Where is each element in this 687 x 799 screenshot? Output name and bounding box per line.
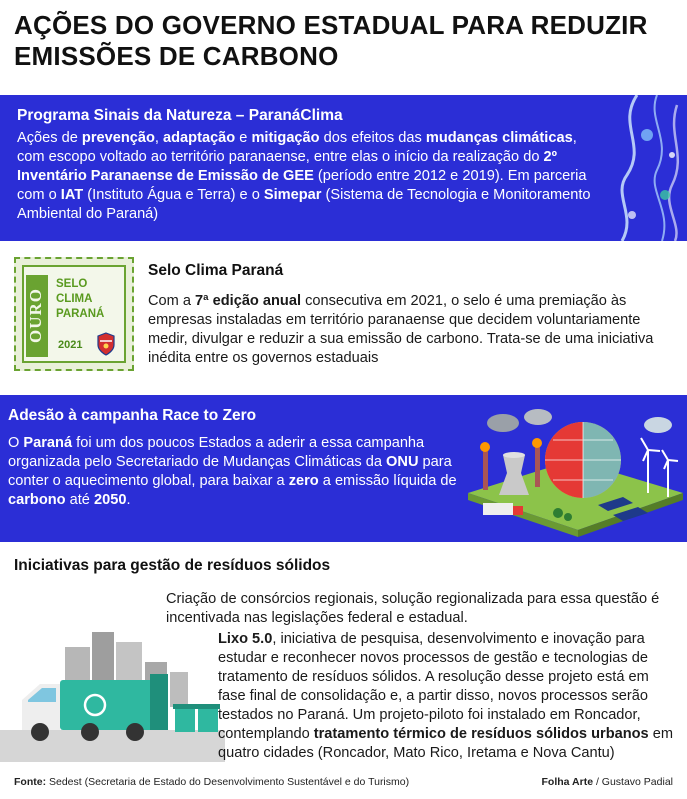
selo-line: CLIMA (56, 293, 93, 305)
source-credit (14, 776, 409, 788)
selo-frame (22, 265, 126, 363)
text: O (8, 435, 24, 451)
text: , iniciativa de pesquisa, desenvolvimento e inovação para estudar e reconhecer novos processos de gestão e tecnologias de tratamento de resíduos sólidos. A resolução desse projeto está em fase final de consolidação e, a partir disso, novos processos serão testados no Paraná. Um projeto-piloto foi instalado em Roncador, contemplando (218, 631, 649, 742)
garbage-truck-illustration (0, 612, 225, 762)
title-line-1: AÇÕES DO GOVERNO ESTADUAL PARA REDUZIR (14, 10, 648, 40)
text-bold: 2050 (93, 492, 127, 508)
text: para conter o aquecimento global, para baixar a (8, 454, 452, 489)
text: , (154, 130, 164, 146)
section-sinais-natureza (0, 95, 687, 241)
section4-intro: Criação de consórcios regionais, solução regionalizada para essa questão é incentivada nas legislações federal e estadual. (166, 591, 660, 626)
text: e (235, 130, 252, 146)
text-bold: 2º Inventário Paranaense de Emissão de GEE (17, 149, 557, 184)
source-label: Fonte: (14, 776, 47, 788)
selo-year: 2021 (58, 339, 83, 351)
title-line-2: EMISSÕES DE CARBONO (14, 41, 339, 71)
climate-globe-illustration (463, 405, 685, 537)
section3-body (8, 434, 458, 510)
text: (Instituto Água e Terra) e o (83, 187, 264, 203)
text-bold: IAT (60, 187, 84, 203)
text: Ações de (17, 130, 82, 146)
text: . (126, 492, 131, 508)
section2-heading: Selo Clima Paraná (148, 262, 284, 279)
text: dos efeitos das (319, 130, 426, 146)
parana-crest-icon (94, 331, 118, 357)
section4-heading: Iniciativas para gestão de resíduos sólidos (14, 557, 331, 574)
text: , com escopo voltado ao território paranaense, entre elas o início da realização do (17, 130, 577, 165)
text: (período entre 2012 e 2019). Em parceria com o (17, 168, 587, 203)
text: (Sistema de Tecnologia e Monitoramento Ambiental do Paraná) (17, 187, 591, 222)
text-bold: Simepar (263, 187, 322, 203)
text-bold: zero (288, 473, 319, 489)
text-bold: carbono (8, 492, 66, 508)
art-credit (542, 776, 674, 788)
text: consecutiva em 2021, o selo é uma premiação às empresas instaladas em território paranaense que decidem voluntariamente medir, divulgar e reduzir a sua emissão de carbono. Trata-se de uma iniciativa inédita entre os governos estaduais (148, 293, 654, 366)
text-bold: ONU (386, 454, 419, 470)
text-bold: Paraná (23, 435, 73, 451)
section1-heading: Programa Sinais da Natureza – ParanáClima (17, 107, 343, 124)
text: até (65, 492, 94, 508)
selo-ouro-label: OURO (26, 275, 48, 357)
text-bold: Lixo 5.0 (218, 631, 273, 647)
text-bold: adaptação (163, 130, 236, 146)
text-bold: prevenção (81, 130, 155, 146)
text: foi um dos poucos Estados a aderir a essa campanha organizada pelo Secretariado de Mudanças Climáticas da (8, 435, 425, 470)
section1-body (17, 129, 597, 224)
selo-line: SELO (56, 278, 88, 290)
text-bold: 7ª edição anual (195, 293, 302, 309)
source-text: Sedest (Secretaria de Estado do Desenvolvimento Sustentável e do Turismo) (46, 776, 410, 788)
selo-clima-badge (14, 257, 134, 371)
text-bold: mudanças climáticas (425, 130, 573, 146)
earth-swirl-decoration (577, 95, 687, 241)
credit-text: / Gustavo Padial (593, 776, 673, 788)
section2-body (148, 292, 678, 368)
text: a emissão líquida de (318, 473, 457, 489)
text-bold: tratamento térmico de resíduos sólidos urbanos (313, 726, 649, 742)
section-race-to-zero (0, 395, 687, 542)
text: em quatro cidades (Roncador, Mato Rico, Iretama e Nova Cantu) (218, 726, 673, 761)
text: Com a (148, 293, 196, 309)
credit-label: Folha Arte (541, 776, 594, 788)
selo-title (56, 277, 104, 322)
section4-body (218, 630, 678, 763)
page-title (14, 10, 674, 72)
text-bold: mitigação (251, 130, 320, 146)
section3-heading: Adesão à campanha Race to Zero (8, 407, 257, 424)
selo-line: PARANÁ (56, 308, 105, 320)
